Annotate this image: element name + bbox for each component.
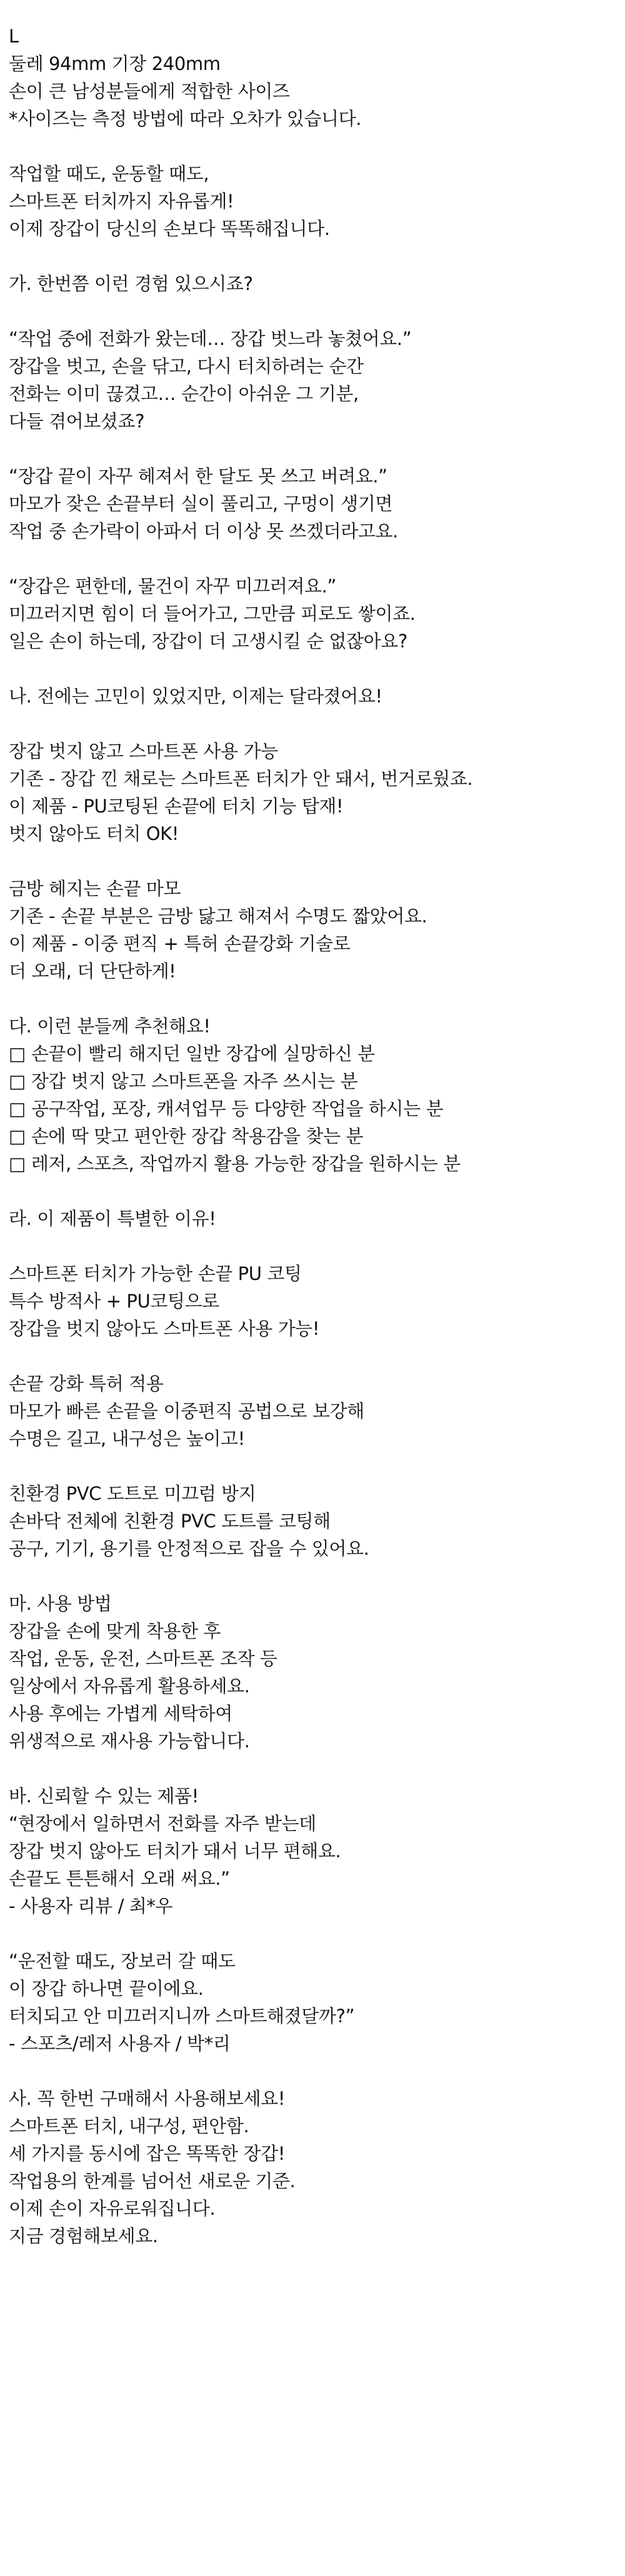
product-description-text (9, 22, 616, 2250)
text-line: 작업할 때도, 운동할 때도, (9, 163, 209, 184)
text-line: 위생적으로 재사용 가능합니다. (9, 1730, 250, 1752)
text-line: 지금 경험해보세요. (9, 2225, 158, 2247)
text-line: 다. 이런 분들께 추천해요! (9, 1016, 211, 1037)
text-line: 마. 사용 방법 (9, 1593, 112, 1614)
text-line: 손끝 강화 특허 적용 (9, 1373, 164, 1394)
text-line: 미끄러지면 힘이 더 들어가고, 그만큼 피로도 쌓이죠. (9, 603, 416, 624)
text-line: 수명은 길고, 내구성은 높이고! (9, 1428, 245, 1449)
blank-line (9, 1755, 616, 1782)
text-line: 이제 손이 자유로워집니다. (9, 2198, 216, 2219)
text-line: 가. 한번쯤 이런 경험 있으시죠? (9, 273, 253, 294)
blank-line (9, 435, 616, 462)
text-line: 마모가 빠른 손끝을 이중편직 공법으로 보강해 (9, 1400, 364, 1422)
text-line: “장갑 끝이 자꾸 헤져서 한 달도 못 쓰고 버려요.” (9, 466, 388, 487)
blank-line (9, 847, 616, 875)
blank-line (9, 132, 616, 160)
text-line: L (9, 26, 19, 47)
text-line: “운전할 때도, 장보러 갈 때도 (9, 1950, 236, 1972)
text-line: 이제 장갑이 당신의 손보다 똑똑해집니다. (9, 218, 330, 239)
text-line: 라. 이 제품이 특별한 이유! (9, 1208, 216, 1229)
blank-line (9, 1232, 616, 1260)
text-line: *사이즈는 측정 방법에 따라 오차가 있습니다. (9, 108, 362, 129)
text-line: 공구, 기기, 용기를 안정적으로 잡을 수 있어요. (9, 1538, 369, 1559)
text-line: 작업, 운동, 운전, 스마트폰 조작 등 (9, 1648, 278, 1669)
text-line: “현장에서 일하면서 전화를 자주 받는데 (9, 1813, 316, 1834)
text-line: “장갑은 편한데, 물건이 자꾸 미끄러져요.” (9, 576, 336, 597)
text-line: 이 장갑 하나면 끝이에요. (9, 1978, 204, 1999)
blank-line (9, 242, 616, 270)
text-line: 사용 후에는 가볍게 세탁하여 (9, 1703, 232, 1724)
text-line: 스마트폰 터치, 내구성, 편안함. (9, 2115, 249, 2137)
text-line: “작업 중에 전화가 왔는데… 장갑 벗느라 놓쳤어요.” (9, 328, 412, 349)
text-line: 벗지 않아도 터치 OK! (9, 823, 179, 844)
text-line: 장갑을 손에 맞게 착용한 후 (9, 1620, 221, 1642)
text-line: 작업 중 손가락이 아파서 더 이상 못 쓰겠더라고요. (9, 521, 398, 542)
text-line: 세 가지를 동시에 잡은 똑똑한 장갑! (9, 2143, 285, 2164)
blank-line (9, 985, 616, 1012)
text-line: 스마트폰 터치가 가능한 손끝 PU 코팅 (9, 1263, 302, 1284)
text-line: 일은 손이 하는데, 장갑이 더 고생시킬 순 없잖아요? (9, 631, 408, 652)
blank-line (9, 1562, 616, 1590)
text-line: 친환경 PVC 도트로 미끄럼 방지 (9, 1483, 256, 1504)
text-line: 손이 큰 남성분들에게 적합한 사이즈 (9, 81, 290, 102)
blank-line (9, 1452, 616, 1480)
text-line: 터치되고 안 미끄러지니까 스마트해졌달까?” (9, 2005, 355, 2027)
text-line: 특수 방적사 + PU코팅으로 (9, 1290, 219, 1312)
text-line: □ 레저, 스포츠, 작업까지 활용 가능한 장갑을 원하시는 분 (9, 1153, 461, 1174)
text-line: 일상에서 자유롭게 활용하세요. (9, 1675, 250, 1697)
blank-line (9, 1342, 616, 1370)
text-line: 스마트폰 터치까지 자유롭게! (9, 191, 234, 212)
text-line: 전화는 이미 끊겼고… 순간이 아쉬운 그 기분, (9, 383, 359, 404)
text-line: 장갑 벗지 않고 스마트폰 사용 가능 (9, 741, 278, 762)
text-line: 이 제품 - PU코팅된 손끝에 터치 기능 탑재! (9, 796, 344, 817)
text-line: - 스포츠/레저 사용자 / 박*리 (9, 2033, 231, 2054)
text-line: 이 제품 - 이중 편직 + 특허 손끝강화 기술로 (9, 933, 351, 954)
text-line: 기존 - 손끝 부분은 금방 닳고 해져서 수명도 짧았어요. (9, 906, 428, 927)
text-line: 작업용의 한계를 넘어선 새로운 기준. (9, 2170, 296, 2192)
text-line: □ 손끝이 빨리 해지던 일반 장갑에 실망하신 분 (9, 1043, 375, 1064)
text-line: 장갑 벗지 않아도 터치가 돼서 너무 편해요. (9, 1840, 341, 1862)
text-line: 둘레 94mm 기장 240mm (9, 53, 221, 74)
text-line: - 사용자 리뷰 / 최*우 (9, 1895, 173, 1917)
text-line: 손끝도 튼튼해서 오래 써요.” (9, 1868, 230, 1889)
text-line: □ 장갑 벗지 않고 스마트폰을 자주 쓰시는 분 (9, 1071, 358, 1092)
text-line: □ 공구작업, 포장, 캐셔업무 등 다양한 작업을 하시는 분 (9, 1098, 444, 1119)
text-line: 나. 전에는 고민이 있었지만, 이제는 달라졌어요! (9, 686, 382, 707)
text-line: □ 손에 딱 맞고 편안한 장갑 착용감을 찾는 분 (9, 1126, 363, 1147)
text-line: 더 오래, 더 단단하게! (9, 961, 176, 982)
text-line: 사. 꼭 한번 구매해서 사용해보세요! (9, 2088, 285, 2109)
text-line: 장갑을 벗지 않아도 스마트폰 사용 가능! (9, 1318, 320, 1339)
blank-line (9, 545, 616, 572)
text-line: 마모가 잦은 손끝부터 실이 풀리고, 구멍이 생기면 (9, 493, 393, 514)
blank-line (9, 655, 616, 682)
blank-line (9, 1177, 616, 1205)
blank-line (9, 297, 616, 325)
text-line: 손바닥 전체에 친환경 PVC 도트를 코팅해 (9, 1510, 331, 1532)
blank-line (9, 2057, 616, 2085)
text-line: 금방 헤지는 손끝 마모 (9, 878, 181, 899)
text-line: 바. 신뢰할 수 있는 제품! (9, 1785, 199, 1807)
text-line: 장갑을 벗고, 손을 닦고, 다시 터치하려는 순간 (9, 356, 364, 377)
text-line: 다들 겪어보셨죠? (9, 411, 145, 432)
blank-line (9, 1920, 616, 1947)
blank-line (9, 710, 616, 737)
text-line: 기존 - 장갑 낀 채로는 스마트폰 터치가 안 돼서, 번거로웠죠. (9, 768, 473, 789)
